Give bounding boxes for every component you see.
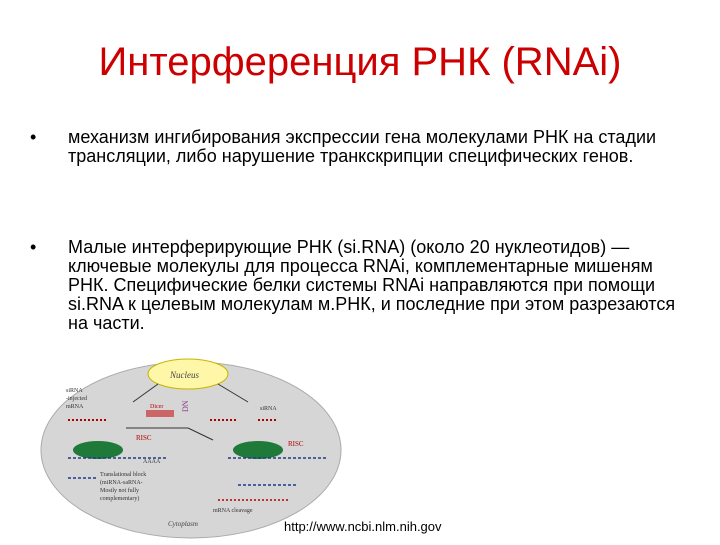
diagram-text: (miRNA-saRNA-: [100, 480, 143, 486]
bullet-marker: •: [30, 127, 37, 147]
ribosome-shape: [233, 441, 283, 459]
sirna-label: siRNA: [260, 406, 277, 412]
translational-block-label: Translational block: [100, 472, 147, 478]
mrna-cleavage-label: mRNA cleavage: [213, 508, 253, 514]
dicer-shape: [146, 410, 174, 417]
rnai-mechanism-figure: [38, 350, 344, 540]
bullet-text: механизм ингибирования экспрессии гена молекулами РНК на стадии трансляции, либо нарушение транкскрипции специфических генов.: [68, 127, 657, 166]
diagram-text: siRNA: [66, 388, 83, 394]
bullet-text: Малые интерферирующие РНК (si.RNA) (около 20 нуклеотидов) — ключевые молекулы для процесса RNAi, комплементарные мишеням РНК. Специфические белки системы RNAi направляются при помощи si.RNA к целевым молекулам м.РНК, и последние при этом разрезаются на части.: [68, 237, 676, 333]
diagram-text: DN: [181, 400, 190, 412]
diagram-text: complementary): [100, 496, 140, 502]
risc-label-left: RISC: [136, 434, 152, 442]
dicer-label: Dicer: [150, 404, 164, 410]
diagram-text: mRNA: [66, 404, 84, 410]
rnai-diagram: [38, 350, 344, 540]
nucleus-label: Nucleus: [170, 370, 199, 380]
cytoplasm-label: Cytoplasm: [168, 520, 198, 528]
risc-label-right: RISC: [288, 440, 304, 448]
diagram-text: Mostly not fully: [100, 488, 140, 494]
ribosome-shape: [73, 441, 123, 459]
source-url: http://www.ncbi.nlm.nih.gov: [284, 519, 442, 534]
bullet-marker: •: [30, 237, 37, 257]
slide-title: Интерференция РНК (RNAi): [98, 40, 622, 84]
polya-label: AAAA: [143, 459, 161, 465]
diagram-text: -injected: [66, 396, 87, 402]
